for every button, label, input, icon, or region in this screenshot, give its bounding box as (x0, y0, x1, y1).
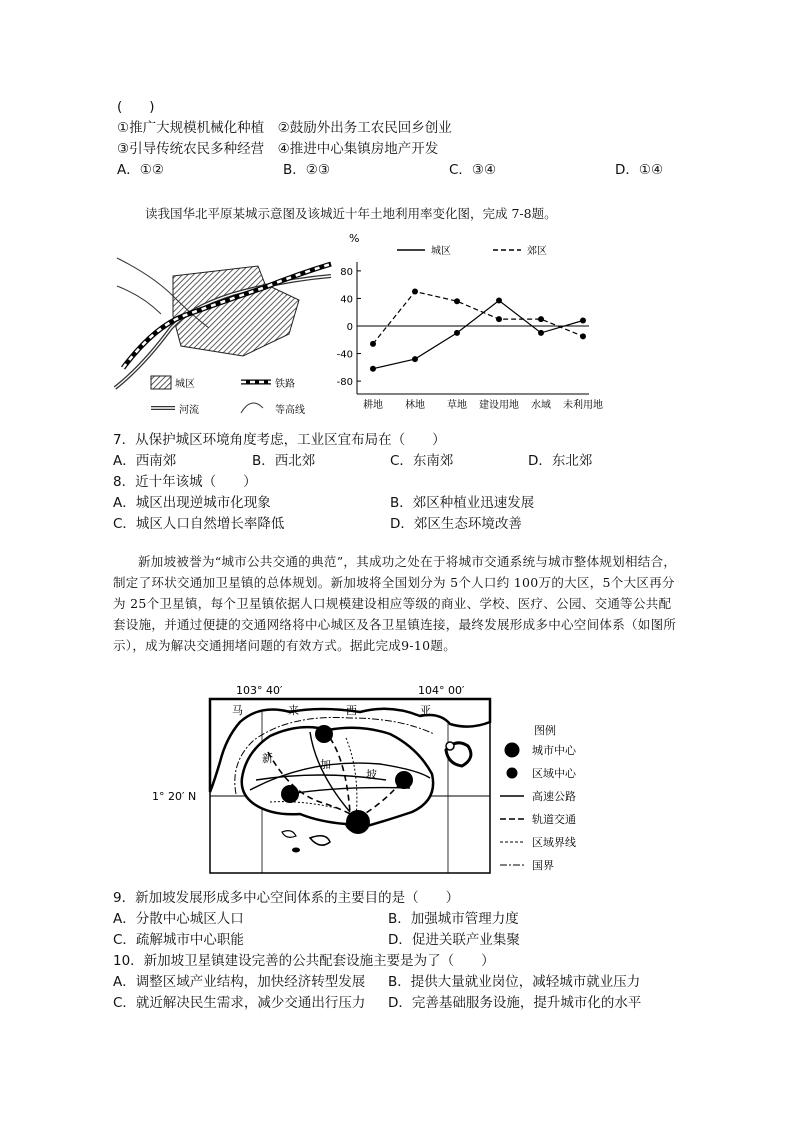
data-point-urban (496, 298, 502, 304)
data-point-suburb (496, 316, 502, 322)
place-ma: 马 (232, 704, 243, 717)
q6-choice-d[interactable]: D．①④ (615, 162, 664, 178)
q6-choice-b[interactable]: B．②③ (283, 162, 330, 178)
legend-city-center-symbol (505, 743, 520, 758)
city-center (346, 810, 370, 834)
longitude-right: 104° 00′ (418, 684, 465, 697)
x-tick-label: 耕地 (363, 400, 383, 411)
legend-series-urban: 城区 (431, 246, 451, 257)
place-xi: 西 (346, 704, 357, 717)
q10-choice-d[interactable]: D．完善基础服务设施，提升城市化的水平 (388, 995, 642, 1011)
q10-choice-b[interactable]: B．提供大量就业岗位，减轻城市就业压力 (388, 974, 641, 990)
data-point-urban (412, 356, 418, 362)
place-jia: 加 (320, 758, 331, 771)
q10-choice-a[interactable]: A．调整区域产业结构，加快经济转型发展 (113, 974, 366, 990)
y-tick-label: -80 (336, 377, 353, 389)
regional-center (315, 725, 333, 743)
legend-highway: 高速公路 (532, 790, 576, 803)
x-tick-label: 草地 (447, 400, 467, 411)
q9-stem: 9．新加坡发展形成多中心空间体系的主要目的是（ ） (113, 890, 460, 906)
contour-line (117, 286, 161, 314)
regional-center (395, 771, 413, 789)
city-map (113, 236, 333, 420)
data-point-urban (370, 366, 376, 372)
data-point-suburb (370, 341, 376, 347)
regional-center (281, 785, 299, 803)
place-ya: 亚 (420, 704, 431, 717)
y-tick-label: 40 (340, 294, 353, 306)
q8-choice-b[interactable]: B．郊区种植业迅速发展 (390, 495, 535, 511)
q9-choice-d[interactable]: D．促进关联产业集聚 (388, 932, 520, 948)
q6-choice-c[interactable]: C．③④ (449, 162, 497, 178)
place-lai: 来 (288, 704, 299, 717)
data-point-urban (454, 330, 460, 336)
data-point-suburb (454, 298, 460, 304)
singapore-map (150, 682, 610, 878)
legend-river-label: 河流 (179, 405, 199, 416)
latitude-label: 1° 20′ N (152, 790, 197, 803)
legend-series-suburb: 郊区 (527, 246, 547, 257)
q9-choice-c[interactable]: C．疏解城市中心职能 (113, 932, 244, 948)
q6-choice-a[interactable]: A．①② (117, 162, 164, 178)
longitude-left: 103° 40′ (236, 684, 283, 697)
data-point-suburb (580, 333, 586, 339)
q10-choice-c[interactable]: C．就近解决民生需求，减少交通出行压力 (113, 995, 366, 1011)
legend-urban-swatch (151, 376, 171, 389)
data-point-urban (538, 330, 544, 336)
x-tick-label: 林地 (405, 400, 425, 411)
data-point-urban (580, 317, 586, 323)
legend-regional-center-symbol (507, 768, 518, 779)
data-point-suburb (412, 289, 418, 295)
q8-choice-a[interactable]: A．城区出现逆城市化现象 (113, 495, 271, 511)
place-po: 坡 (366, 768, 377, 781)
legend-boundary: 区域界线 (532, 836, 576, 849)
q7-stem: 7．从保护城区环境角度考虑，工业区宜布局在（ ） (113, 432, 446, 448)
q6-paren: ( ) (117, 99, 155, 115)
q9-choice-b[interactable]: B．加强城市管理力度 (388, 911, 519, 927)
y-tick-label: 80 (340, 266, 353, 278)
place-xin: 新 (262, 752, 273, 765)
legend-contour-swatch (241, 403, 263, 413)
q7-choice-d[interactable]: D．东北郊 (528, 453, 593, 469)
series-line-suburb (373, 292, 583, 344)
x-tick-label: 未利用地 (563, 400, 603, 411)
q7-choice-c[interactable]: C．东南郊 (390, 453, 454, 469)
q7-choice-a[interactable]: A．西南郊 (113, 453, 177, 469)
x-tick-label: 水域 (531, 400, 551, 411)
y-tick-label: 0 (346, 322, 353, 333)
passage-singapore: 新加坡被誉为“城市公共交通的典范”，其成功之处在于将城市交通系统与城市整体规划相结合，制定了环状交通加卫星镇的总体规划。新加坡将全国划分为 5个人口约 100万的大区，5个大区再分为 25个卫星镇，每个卫星镇依据人口规模建设相应等级的商业、学校、医疗、公园、交通等公共配套设施，并通过便捷的交通网络将中心城区及各卫星镇连接，最终发展形成多中心空间体系（如图所示），成为解决交通拥堵问题的有效方式。据此完成9-10题。 (113, 554, 677, 653)
land-use-chart (335, 228, 603, 418)
y-axis-unit: % (349, 232, 360, 245)
q7-choice-b[interactable]: B．西北郊 (252, 453, 316, 469)
intro-7-8: 读我国华北平原某城示意图及该城近十年土地利用率变化图，完成 7-8题。 (145, 206, 557, 221)
legend-urban-label: 城区 (175, 379, 195, 390)
q10-stem: 10．新加坡卫星镇建设完善的公共配套设施主要是为了（ ） (113, 953, 495, 969)
y-tick-label: -40 (336, 349, 353, 361)
q8-stem: 8．近十年该城（ ） (113, 474, 257, 490)
legend-rail: 轨道交通 (532, 813, 576, 826)
q8-choice-d[interactable]: D．郊区生态环境改善 (390, 516, 522, 532)
legend-title: 图例 (534, 724, 556, 737)
q8-choice-c[interactable]: C．城区人口自然增长率降低 (113, 516, 285, 532)
series-line-urban (373, 301, 583, 369)
legend-contour-label: 等高线 (275, 405, 305, 416)
q6-options-row2: ③引导传统农民多种经营 ④推进中心集镇房地产开发 (117, 141, 439, 157)
x-tick-label: 建设用地 (479, 400, 519, 411)
legend-border: 国界 (532, 859, 554, 872)
legend-city-center: 城市中心 (532, 744, 576, 757)
data-point-suburb (538, 316, 544, 322)
legend-regional-center: 区域中心 (532, 767, 576, 780)
legend-railway-label: 铁路 (275, 379, 295, 390)
q9-choice-a[interactable]: A．分散中心城区人口 (113, 911, 244, 927)
q6-options-row1: ①推广大规模机械化种植 ②鼓励外出务工农民回乡创业 (117, 120, 452, 136)
